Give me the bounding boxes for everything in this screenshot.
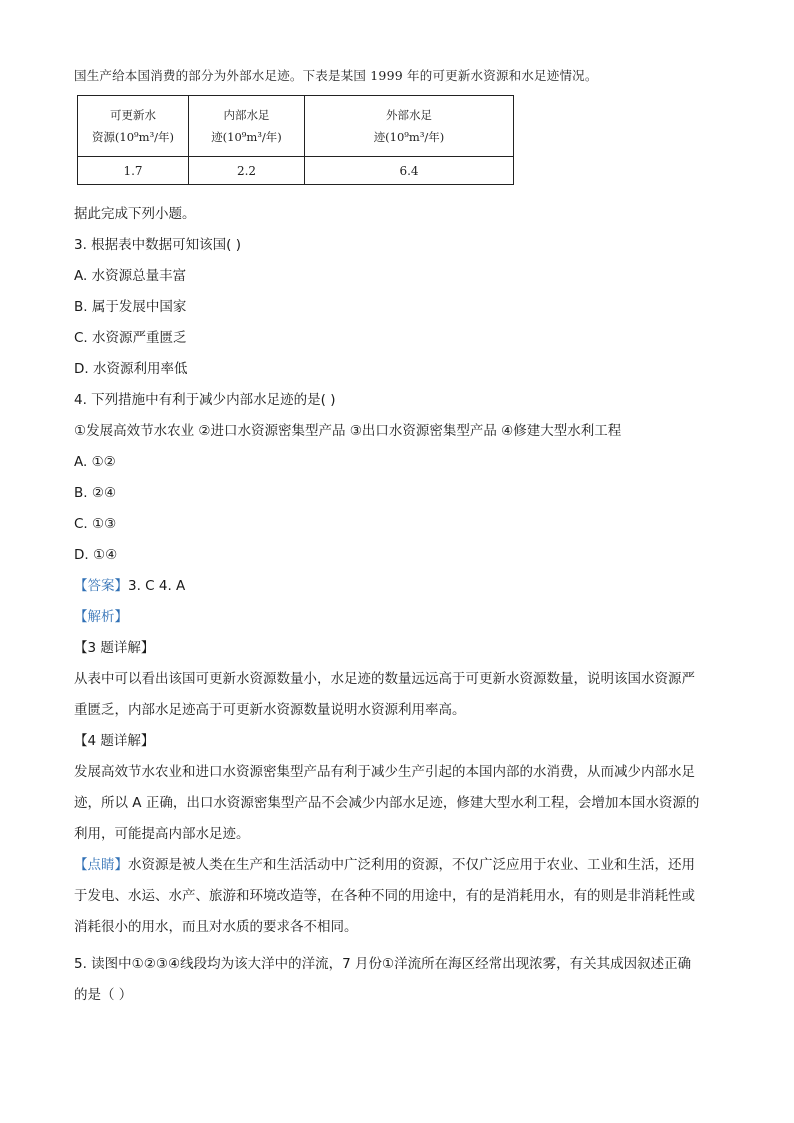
header-internal-line2: 迹(10⁹m³/年) (211, 130, 282, 144)
d4-line-3: 利用，可能提高内部水足迹。 (74, 826, 250, 842)
header-external-line1: 外部水足 (386, 108, 432, 122)
d3-line-2: 重匮乏，内部水足迹高于可更新水资源数量说明水资源利用率高。 (74, 702, 466, 718)
q3-option-a: A. 水资源总量丰富 (74, 268, 187, 284)
note-tag: 【点睛】 (74, 857, 128, 873)
q4-option-a: A. ①② (74, 454, 116, 470)
q4-option-d: D. ①④ (74, 547, 118, 563)
header-internal (189, 96, 305, 157)
d4-line-2: 迹，所以 A 正确，出口水资源密集型产品不会减少内部水足迹，修建大型水利工程，会增加本国水资源的 (74, 795, 700, 811)
note-line-2: 于发电、水运、水产、旅游和环境改造等，在各种不同的用途中，有的是消耗用水，有的则是非消耗性或 (74, 888, 695, 904)
value-renewable: 1.7 (78, 157, 189, 185)
analysis-tag: 【解析】 (74, 609, 128, 625)
d4-title: 【4 题详解】 (74, 733, 155, 749)
q3-option-b: B. 属于发展中国家 (74, 299, 187, 315)
answer-tag: 【答案】 (74, 578, 128, 594)
header-external-line2: 迹(10⁹m³/年) (373, 130, 445, 144)
d3-title: 【3 题详解】 (74, 640, 155, 656)
answer-text: 3. C 4. A (128, 578, 186, 594)
d3-line-1: 从表中可以看出该国可更新水资源数量小，水足迹的数量远远高于可更新水资源数量，说明该国水资源严 (74, 671, 695, 687)
q3-stem: 3. 根据表中数据可知该国( ) (74, 237, 241, 253)
header-renewable-line2: 资源(10⁹m³/年) (91, 130, 175, 144)
header-external (305, 96, 514, 157)
note-line-1 (74, 855, 724, 875)
value-external: 6.4 (305, 157, 514, 185)
q4-measures: ①发展高效节水农业 ②进口水资源密集型产品 ③出口水资源密集型产品 ④修建大型水利工程 (74, 423, 622, 439)
lead-text: 据此完成下列小题。 (74, 206, 196, 222)
value-internal: 2.2 (189, 157, 305, 185)
d4-line-1: 发展高效节水农业和进口水资源密集型产品有利于减少生产引起的本国内部的水消费，从而减少内部水足 (74, 764, 695, 780)
q5-line-2: 的是（ ） (74, 987, 133, 1003)
q3-option-c: C. 水资源严重匮乏 (74, 330, 187, 346)
answer-line (74, 576, 185, 596)
note-line-3: 消耗很小的用水，而且对水质的要求各不相同。 (74, 919, 358, 935)
water-footprint-table (77, 95, 514, 185)
q3-option-d: D. 水资源利用率低 (74, 361, 188, 377)
intro-line: 国生产给本国消费的部分为外部水足迹。下表是某国 1999 年的可更新水资源和水足迹情况。 (74, 68, 598, 83)
q4-stem: 4. 下列措施中有利于减少内部水足迹的是( ) (74, 392, 336, 408)
header-renewable (78, 96, 189, 157)
q4-option-b: B. ②④ (74, 485, 117, 501)
note-text-1: 水资源是被人类在生产和生活活动中广泛利用的资源，不仅广泛应用于农业、工业和生活，还用 (128, 857, 695, 873)
header-renewable-line1: 可更新水 (110, 108, 156, 122)
q4-option-c: C. ①③ (74, 516, 117, 532)
q5-line-1: 5. 读图中①②③④线段均为该大洋中的洋流，7 月份①洋流所在海区经常出现浓雾，有关其成因叙述正确 (74, 956, 692, 972)
header-internal-line1: 内部水足 (223, 108, 270, 122)
